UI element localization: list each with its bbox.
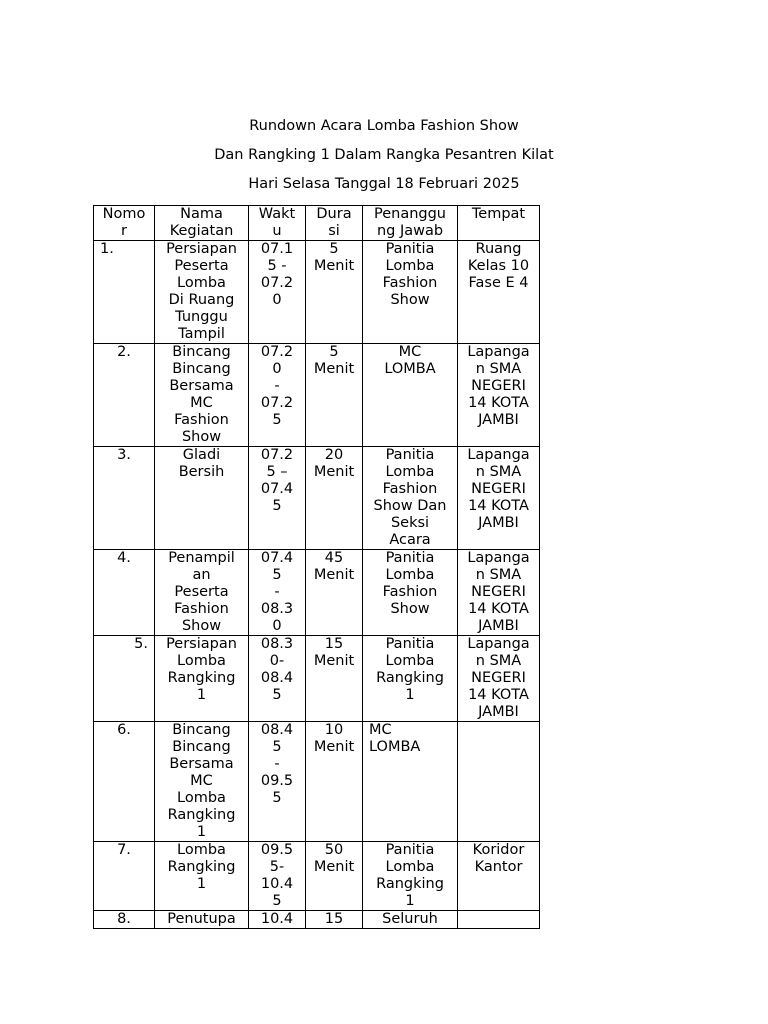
cell-penanggung-jawab: Panitia Lomba Rangking 1 (363, 636, 458, 722)
header-cell-tempat: Tempat (458, 206, 540, 241)
table-row (94, 344, 540, 447)
header-cell-nomor: Nomo r (94, 206, 155, 241)
cell-tempat: Ruang Kelas 10 Fase E 4 (458, 241, 540, 344)
cell-penanggung-jawab: Panitia Lomba Rangking 1 (363, 842, 458, 911)
cell-durasi: 15 (306, 911, 363, 929)
cell-durasi: 50 Menit (306, 842, 363, 911)
cell-tempat: Lapanga n SMA NEGERI 14 KOTA JAMBI (458, 550, 540, 636)
cell-nama-kegiatan: Gladi Bersih (155, 447, 249, 550)
cell-tempat: Koridor Kantor (458, 842, 540, 911)
cell-tempat: Lapanga n SMA NEGERI 14 KOTA JAMBI (458, 447, 540, 550)
document-title-line-1: Rundown Acara Lomba Fashion Show (249, 118, 519, 134)
cell-durasi: 45 Menit (306, 550, 363, 636)
cell-waktu: 09.5 5- 10.4 5 (249, 842, 306, 911)
table-header-row (94, 206, 540, 241)
cell-nomor: 4. (94, 550, 155, 636)
cell-durasi: 20 Menit (306, 447, 363, 550)
cell-waktu: 10.4 (249, 911, 306, 929)
cell-waktu: 08.4 5 - 09.5 5 (249, 722, 306, 842)
document-title-line-2: Dan Rangking 1 Dalam Rangka Pesantren Kilat (214, 147, 554, 163)
cell-waktu: 07.2 5 – 07.4 5 (249, 447, 306, 550)
header-cell-penanggung-jawab: Penanggu ng Jawab (363, 206, 458, 241)
cell-waktu: 07.4 5 - 08.3 0 (249, 550, 306, 636)
table-row (94, 550, 540, 636)
cell-waktu: 08.3 0- 08.4 5 (249, 636, 306, 722)
cell-penanggung-jawab: MC LOMBA (363, 722, 458, 842)
table-row (94, 911, 540, 929)
cell-tempat: Lapanga n SMA NEGERI 14 KOTA JAMBI (458, 344, 540, 447)
cell-tempat (458, 722, 540, 842)
cell-durasi: 5 Menit (306, 241, 363, 344)
cell-tempat: Lapanga n SMA NEGERI 14 KOTA JAMBI (458, 636, 540, 722)
cell-penanggung-jawab: Seluruh (363, 911, 458, 929)
cell-tempat (458, 911, 540, 929)
cell-nomor: 2. (94, 344, 155, 447)
cell-penanggung-jawab: Panitia Lomba Fashion Show Dan Seksi Acara (363, 447, 458, 550)
table-row (94, 842, 540, 911)
cell-durasi: 10 Menit (306, 722, 363, 842)
rundown-table (93, 205, 540, 929)
cell-nomor: 3. (94, 447, 155, 550)
cell-nama-kegiatan: Penutupa (155, 911, 249, 929)
document-date-line: Hari Selasa Tanggal 18 Februari 2025 (248, 176, 520, 192)
cell-waktu: 07.2 0 - 07.2 5 (249, 344, 306, 447)
table-row (94, 636, 540, 722)
cell-waktu: 07.1 5 - 07.2 0 (249, 241, 306, 344)
cell-penanggung-jawab: Panitia Lomba Fashion Show (363, 550, 458, 636)
table-row (94, 447, 540, 550)
header-cell-nama-kegiatan: Nama Kegiatan (155, 206, 249, 241)
cell-nomor: 7. (94, 842, 155, 911)
cell-nama-kegiatan: Bincang Bincang Bersama MC Fashion Show (155, 344, 249, 447)
cell-durasi: 5 Menit (306, 344, 363, 447)
cell-nama-kegiatan: Lomba Rangking 1 (155, 842, 249, 911)
cell-nomor: 5. (94, 636, 155, 722)
header-cell-waktu: Wakt u (249, 206, 306, 241)
cell-nama-kegiatan: Persiapan Peserta Lomba Di Ruang Tunggu Tampil (155, 241, 249, 344)
cell-nomor: 8. (94, 911, 155, 929)
cell-nomor: 1. (94, 241, 155, 344)
cell-nama-kegiatan: Penampil an Peserta Fashion Show (155, 550, 249, 636)
cell-penanggung-jawab: Panitia Lomba Fashion Show (363, 241, 458, 344)
cell-nama-kegiatan: Bincang Bincang Bersama MC Lomba Rangking 1 (155, 722, 249, 842)
table-row (94, 722, 540, 842)
cell-durasi: 15 Menit (306, 636, 363, 722)
cell-penanggung-jawab: MC LOMBA (363, 344, 458, 447)
cell-nomor: 6. (94, 722, 155, 842)
header-cell-durasi: Dura si (306, 206, 363, 241)
table-row (94, 241, 540, 344)
cell-nama-kegiatan: Persiapan Lomba Rangking 1 (155, 636, 249, 722)
